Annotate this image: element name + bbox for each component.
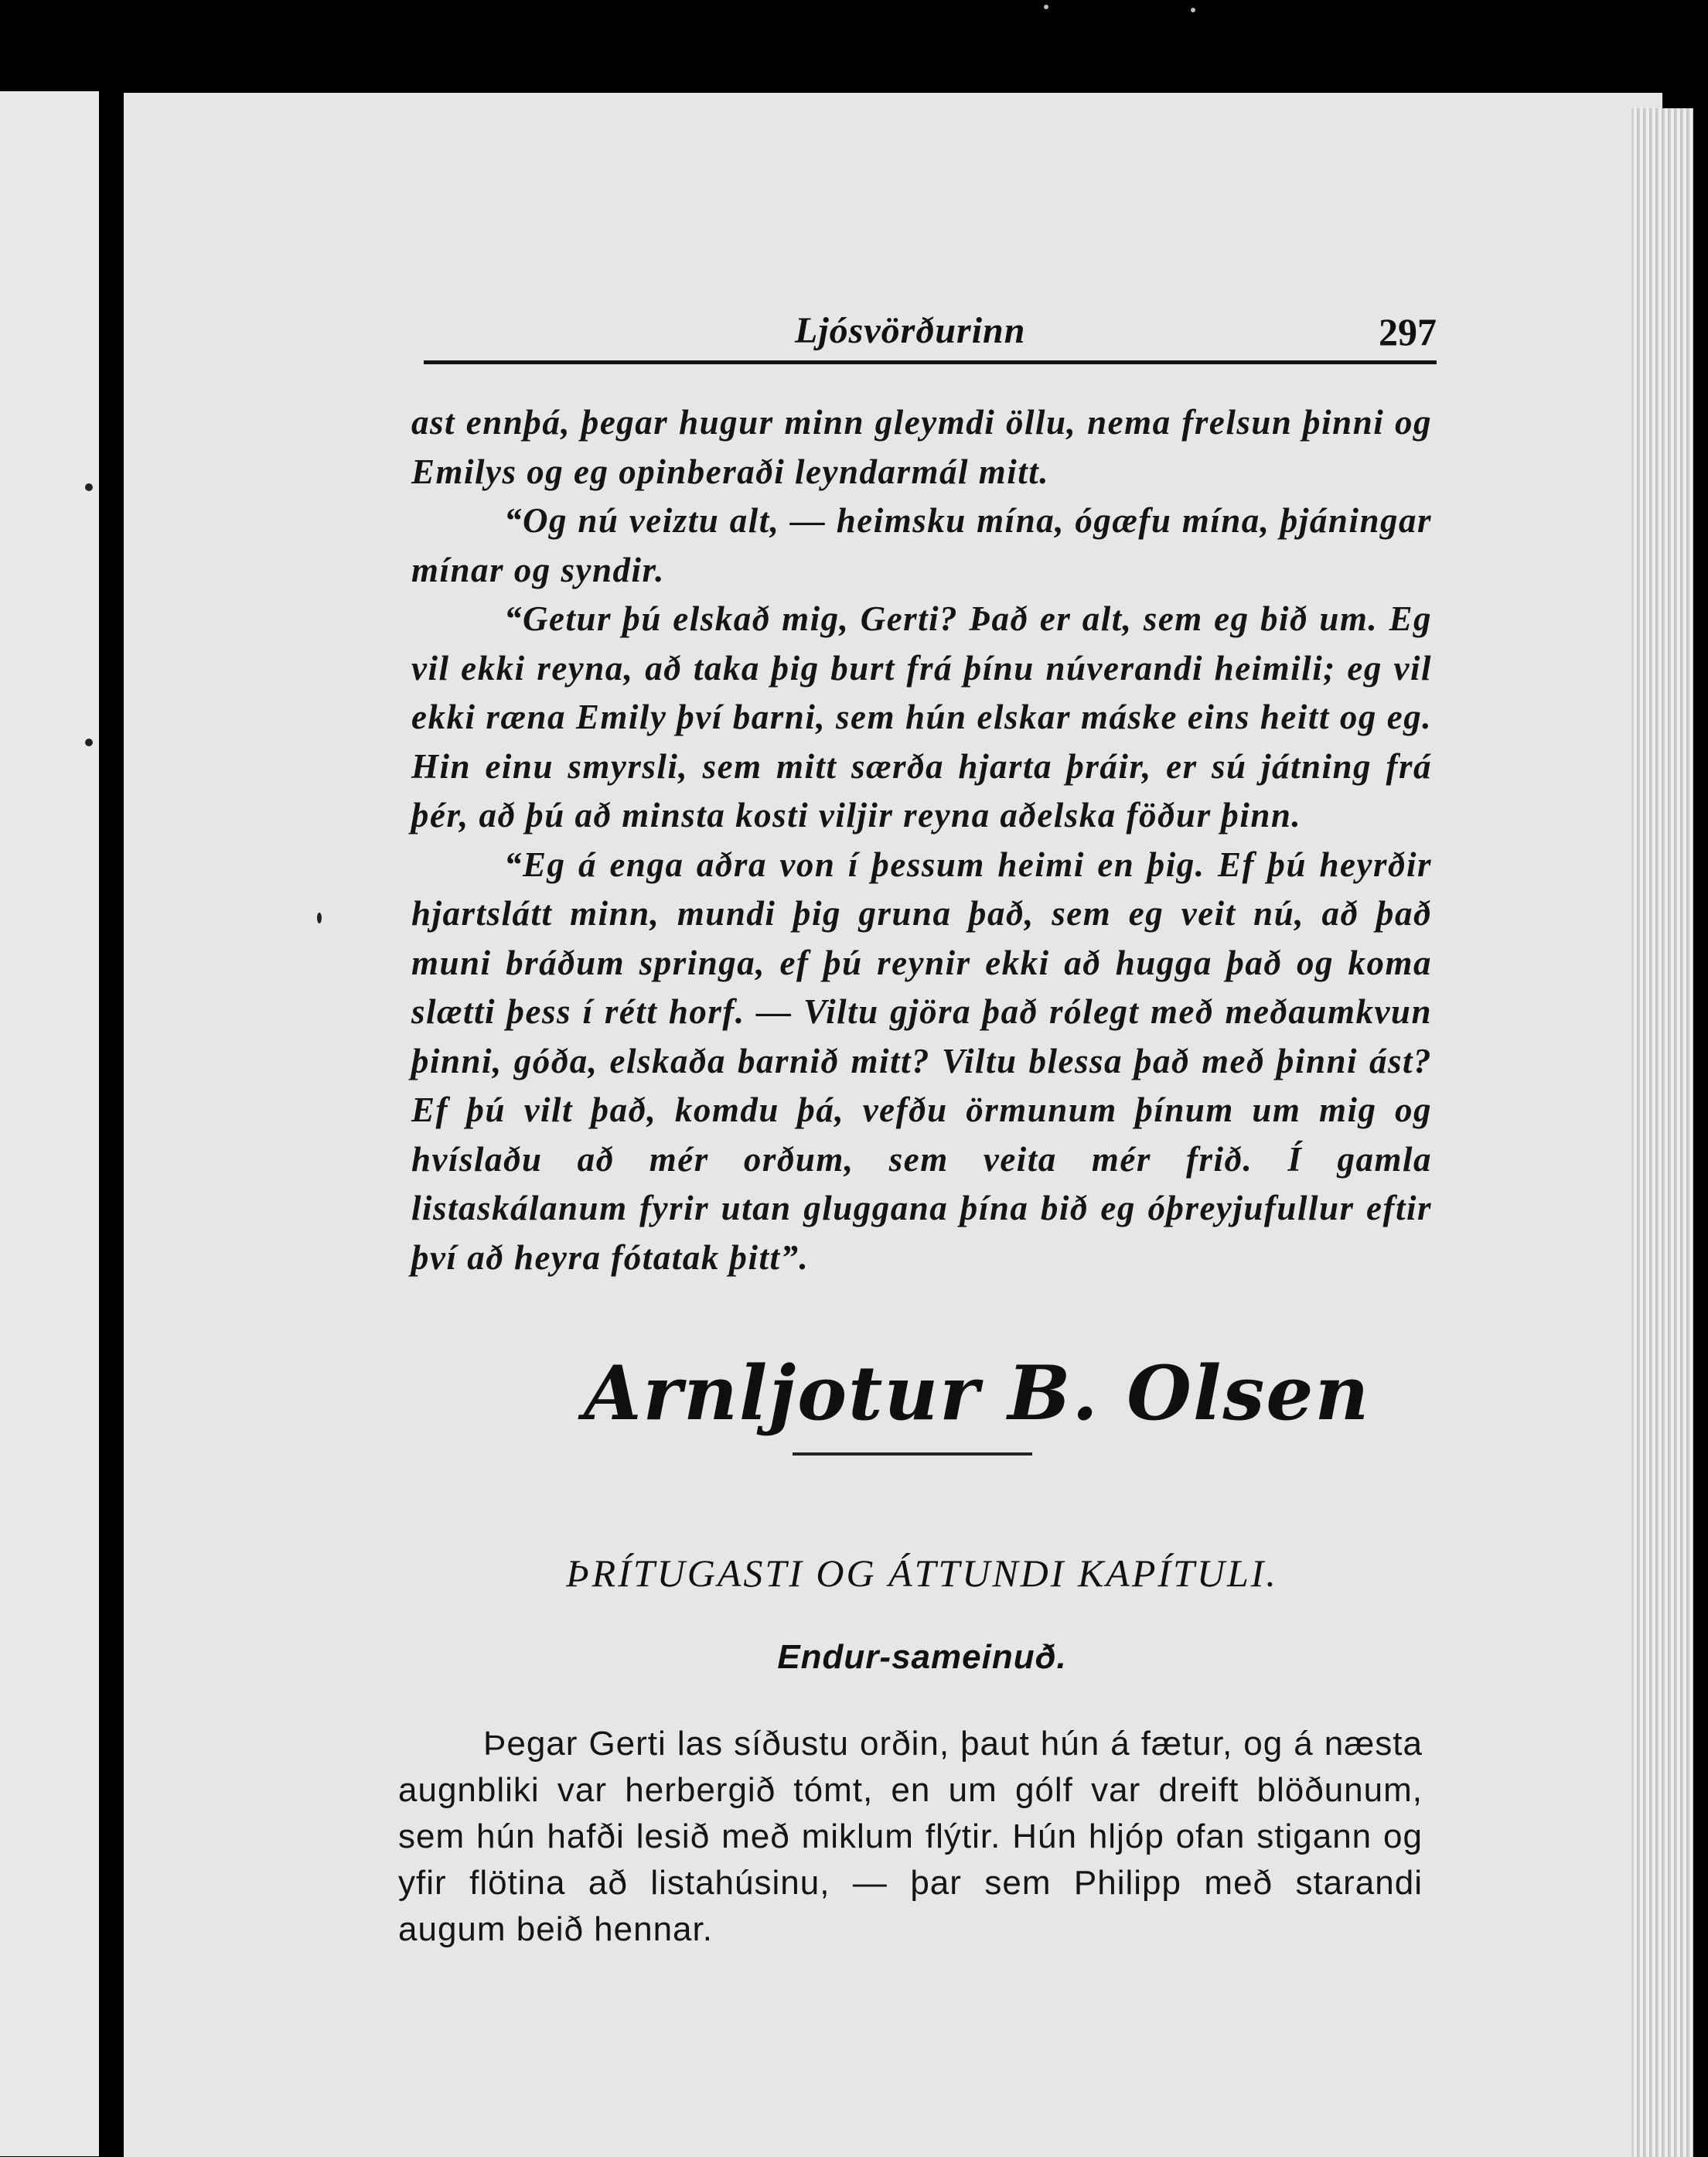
chapter-heading: ÞRÍTUGASTI OG ÁTTUNDI KAPÍTULI. — [566, 1551, 1278, 1595]
chapter-paragraph: Þegar Gerti las síðustu orðin, þaut hún á fætur, og á næsta augnbliki var herbergið tómt, en um gólf var dreift blöðunum, sem hún hafði lesið með miklum flýtir. Hún hljóp ofan stigann og yfir flötina að listahúsinu, — þar sem Philipp með starandi augum beið hennar. — [398, 1725, 1423, 1948]
letter-text — [411, 398, 1432, 1282]
running-title: Ljósvörðurinn — [795, 310, 1026, 351]
scan-specks — [1028, 0, 1260, 23]
letter-paragraph: ast ennþá, þegar hugur minn gleymdi öllu, nema frelsun þinni og Emilys og eg opinberaði leyndarmál mitt. — [411, 403, 1432, 491]
margin-speck — [317, 913, 322, 923]
page-stack-edges — [1631, 108, 1693, 2157]
chapter-subtitle: Endur-sameinuð. — [777, 1638, 1067, 1676]
header-rule — [424, 360, 1437, 364]
signature: Arnljotur B. Olsen — [584, 1350, 1371, 1437]
letter-paragraph: “Getur þú elskað mig, Gerti? Það er alt, sem eg bið um. Eg vil ekki reyna, að taka þig burt frá þínu núverandi heimili; eg vil ekki ræna Emily því barni, sem hún elskar máske eins heitt og eg. Hin einu smyrsli, sem mitt særða hjarta þráir, er sú játning frá þér, að þú að minsta kosti viljir reyna aðelska föður þinn. — [411, 599, 1432, 834]
letter-paragraph: “Og nú veiztu alt, — heimsku mína, ógæfu mína, þjáningar mínar og syndir. — [411, 501, 1432, 589]
margin-speck — [85, 739, 93, 746]
chapter-text — [398, 1721, 1423, 1953]
running-header — [424, 309, 1437, 363]
section-divider — [793, 1452, 1032, 1456]
margin-speck — [85, 483, 93, 491]
left-page-edge — [0, 91, 102, 2156]
page-number: 297 — [1379, 310, 1437, 353]
book-gutter — [99, 91, 116, 2156]
letter-paragraph: “Eg á enga aðra von í þessum heimi en þig. Ef þú heyrðir hjartslátt minn, mundi þig gruna það, sem eg veit nú, að það muni bráðum springa, ef þú reynir ekki að hugga það og koma slætti þess í rétt horf. — Viltu gjöra það rólegt með meðaumkvun þinni, góða, elskaða barnið mitt? Viltu blessa það með þinni ást? Ef þú vilt það, komdu þá, vefðu örmunum þínum um mig og hvíslaðu að mér orðum, sem veita mér frið. Í gamla listaskálanum fyrir utan gluggana þína bið eg óþreyjufullur eftir því að heyra fótatak þitt”. — [411, 845, 1432, 1277]
